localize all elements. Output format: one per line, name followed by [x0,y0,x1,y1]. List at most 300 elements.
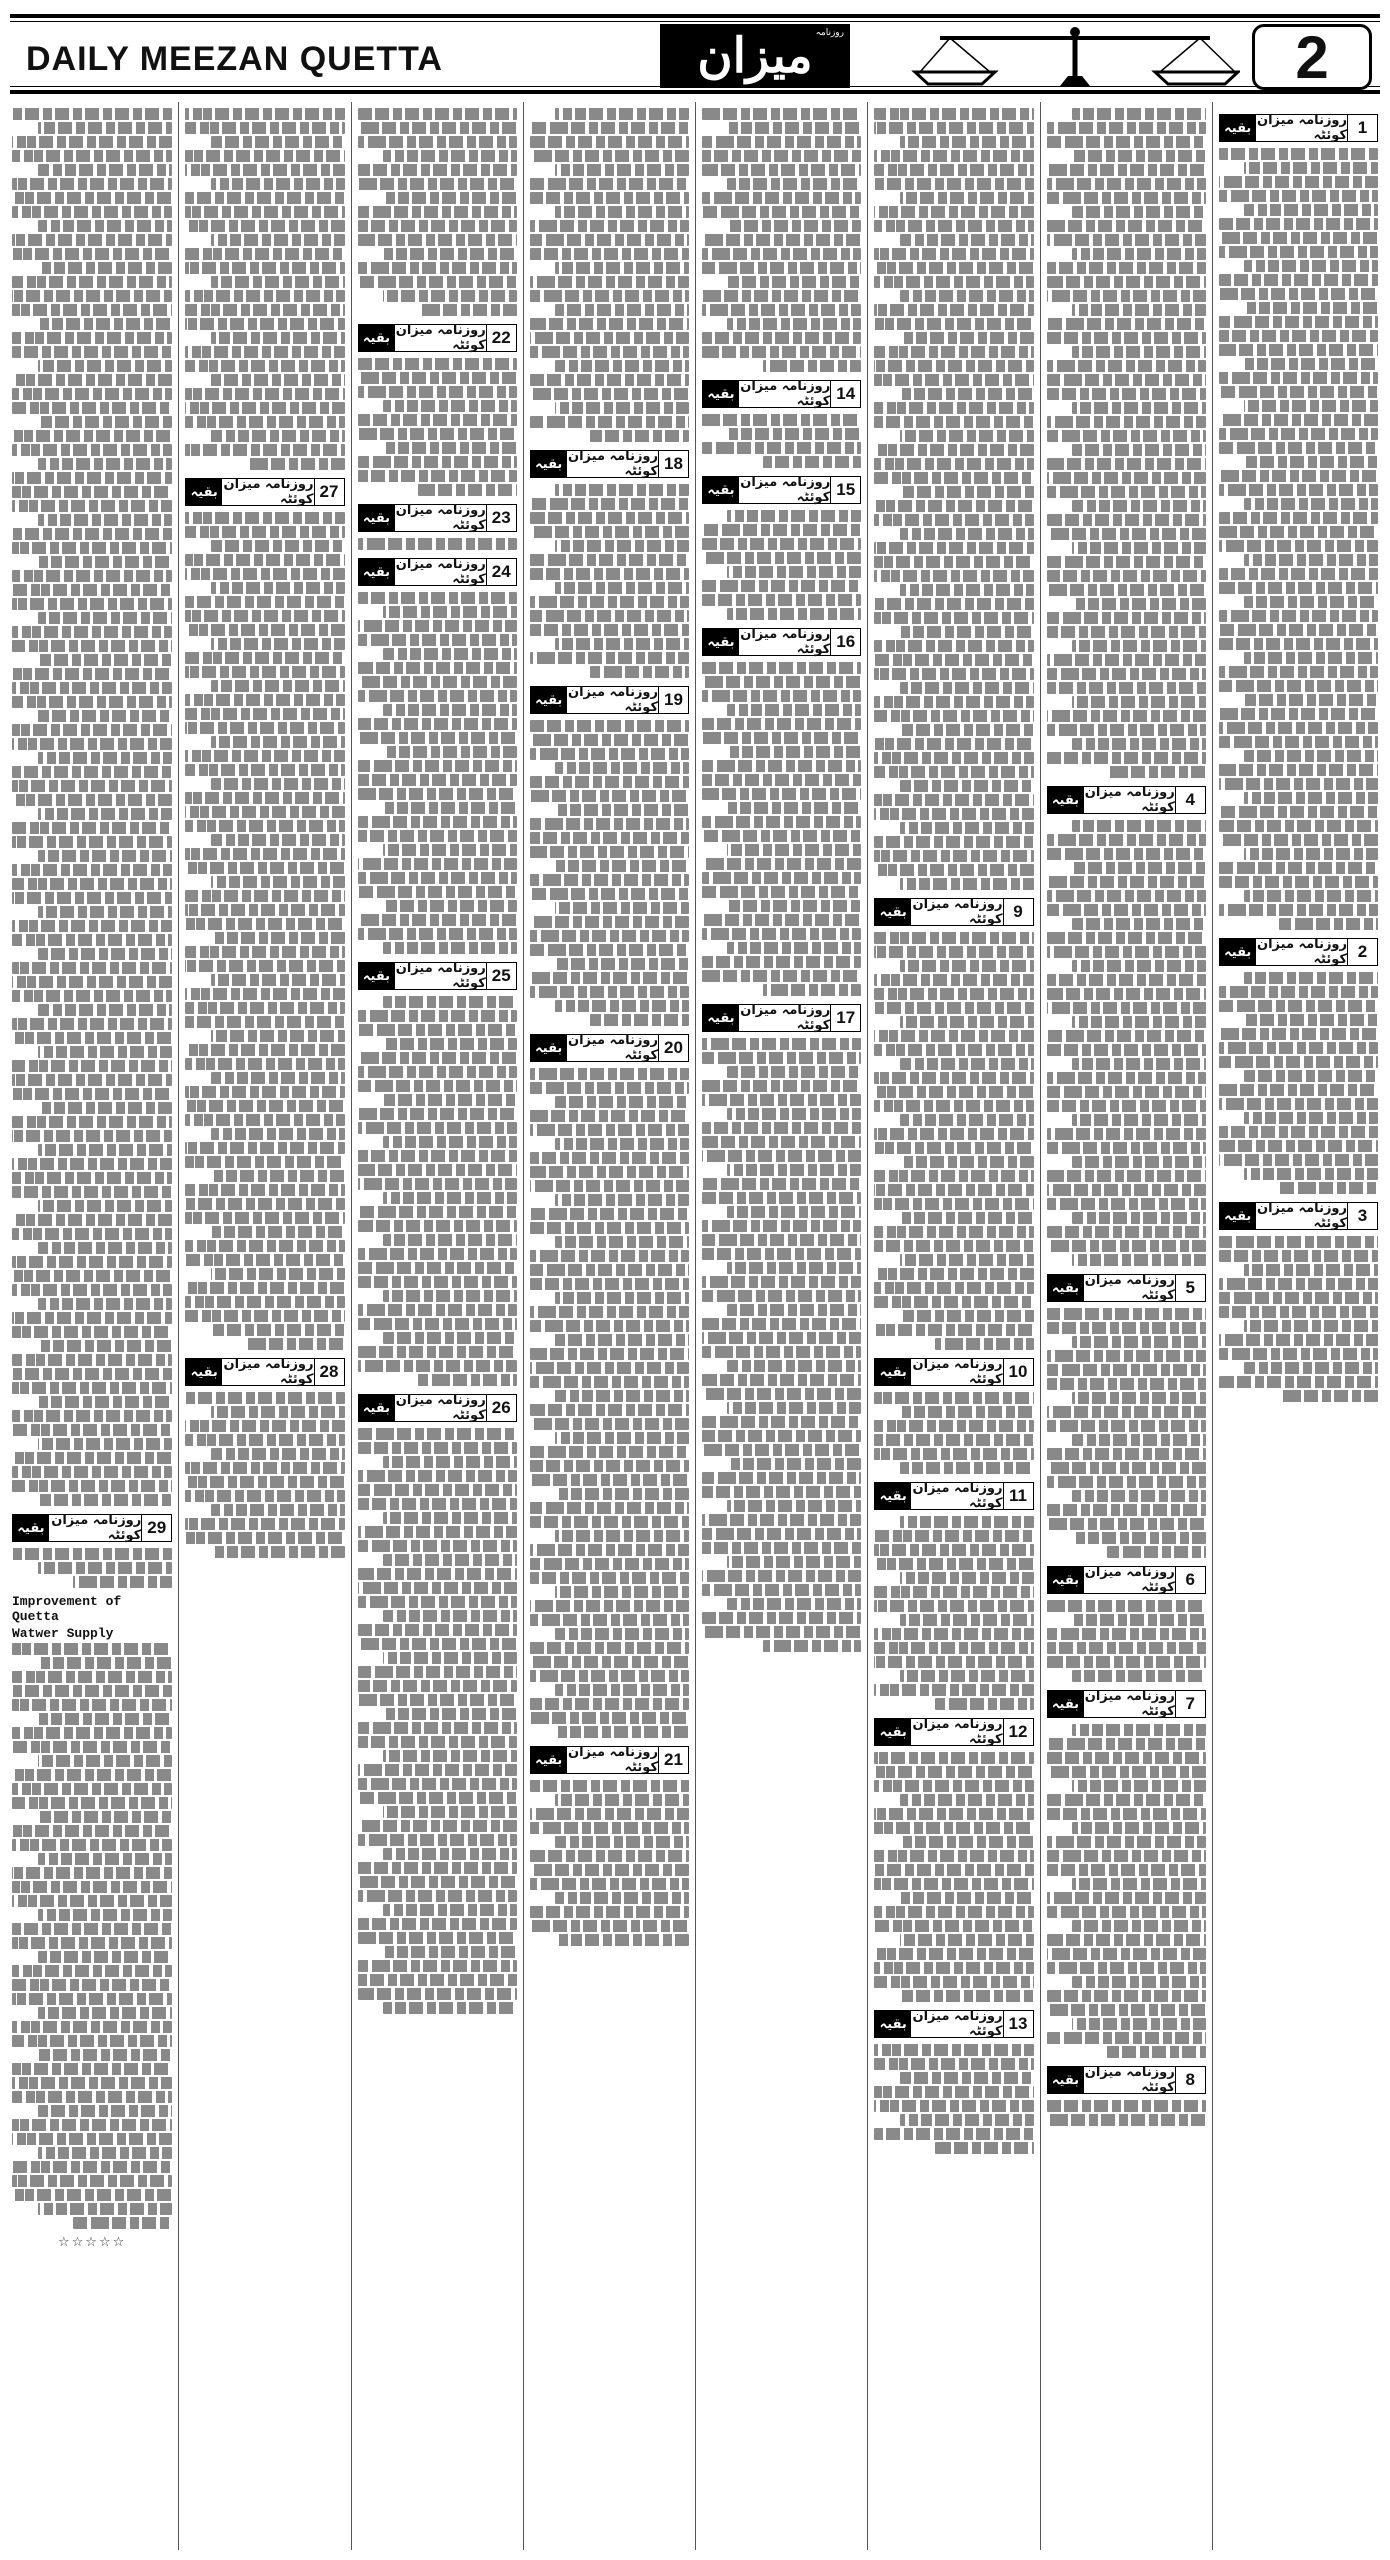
text-line [874,1600,1033,1612]
text-line [1244,694,1378,706]
text-line [874,1920,1033,1932]
text-line [1072,1878,1206,1890]
text-line [874,1184,1033,1196]
continuation-number: 11 [1003,1483,1033,1509]
text-line [1047,416,1206,428]
continuation-number: 19 [658,687,688,713]
text-line [12,1214,172,1226]
text-line [530,1376,689,1388]
text-line [727,942,861,954]
text-line [530,1906,689,1918]
continuation-tag: بقیہ [186,1359,222,1385]
text-line [12,724,172,736]
continuation-label: روزنامہ میزان کوئٹہ [395,961,486,991]
text-line [555,1432,689,1444]
text-line [702,234,861,246]
text-line [73,1576,172,1588]
text-line [874,1656,1033,1668]
text-line [1219,148,1378,160]
text-line [763,984,862,996]
text-line [185,568,344,580]
text-line [1244,1070,1378,1082]
text-line [530,748,689,760]
text-line [702,552,861,564]
continuation-number: 26 [486,1395,516,1421]
masthead [10,14,1380,94]
text-line [1047,430,1206,442]
text-line [1072,1822,1206,1834]
text-line [12,430,172,442]
article-text [702,662,861,996]
article-text [874,108,1033,890]
text-line [211,374,345,386]
text-line [38,1713,173,1725]
text-line [874,612,1033,624]
continuation-number: 8 [1175,2067,1205,2093]
article-text [358,1428,517,2014]
text-line [383,1290,517,1302]
text-line [185,262,344,274]
text-line [358,1568,517,1580]
text-line [1047,848,1206,860]
text-line [1047,1864,1206,1876]
text-line [1047,570,1206,582]
text-line [185,848,344,860]
text-line [1072,1212,1206,1224]
text-line [383,150,517,162]
text-line [12,1466,172,1478]
text-line [12,1410,172,1422]
text-line [1219,414,1378,426]
text-line [727,844,861,856]
text-line [12,1685,172,1697]
text-line [874,1448,1033,1460]
text-line [1047,1128,1206,1140]
text-line [1219,778,1378,790]
text-line [358,620,517,632]
text-line [530,554,689,566]
text-line [185,1476,344,1488]
continuation-number: 9 [1003,899,1033,925]
text-line [12,1839,172,1851]
text-line [530,150,689,162]
text-line [1219,876,1378,888]
article-text [530,720,689,1026]
news-column [695,102,867,2550]
continuation-label: روزنامہ میزان کوئٹہ [1084,1689,1175,1719]
text-line [1047,1794,1206,1806]
continuation-tag: بقیہ [875,899,911,925]
text-line [702,1276,861,1288]
text-line [358,1596,517,1608]
text-line [555,304,689,316]
text-line [12,374,172,386]
text-line [900,682,1034,694]
text-line [12,1424,172,1436]
text-line [358,1360,517,1372]
text-line [358,206,517,218]
text-line [383,192,517,204]
text-line [185,444,344,456]
continuation-tag: بقیہ [13,1515,49,1541]
text-line [383,2002,517,2014]
article-text [874,2044,1033,2154]
text-line [727,1500,861,1512]
text-line [1047,1002,1206,1014]
article-text [185,108,344,470]
text-line [702,414,861,426]
text-line [702,1038,861,1050]
text-line [185,1434,344,1446]
text-line [874,1808,1033,1820]
text-line [874,974,1033,986]
text-line [702,524,861,536]
text-line [874,1586,1033,1598]
text-line [702,760,861,772]
text-line [1279,1182,1378,1194]
text-line [1047,1600,1206,1612]
text-line [530,652,689,664]
text-line [12,1741,172,1753]
text-line [12,1699,172,1711]
text-line [211,1406,345,1418]
text-line [900,2072,1034,2084]
text-line [900,724,1034,736]
text-line [530,498,689,510]
text-line [1047,752,1206,764]
text-line [246,458,345,470]
text-line [900,528,1034,540]
text-line [900,960,1034,972]
text-line [874,598,1033,610]
text-line [1047,1044,1206,1056]
text-line [1072,1156,1206,1168]
article-text [702,414,861,468]
text-line [1072,1254,1206,1266]
text-line [358,1582,517,1594]
text-line [358,372,517,384]
text-line [1219,666,1378,678]
text-line [874,346,1033,358]
text-line [1072,862,1206,874]
scales-of-justice-icon [910,24,1240,90]
text-line [874,696,1033,708]
text-line [358,538,517,550]
news-column [1040,102,1212,2550]
text-line [358,428,517,440]
text-line [900,1794,1034,1806]
text-line [702,1388,861,1400]
text-line [874,570,1033,582]
continuation-tag: بقیہ [875,1483,911,1509]
text-line [12,570,172,582]
text-line [1047,122,1206,134]
text-line [530,1878,689,1890]
text-line [530,874,689,886]
continuation-tag: بقیہ [703,629,739,655]
text-line [935,1338,1034,1350]
text-line [874,808,1033,820]
text-line [12,2077,172,2089]
text-line [530,986,689,998]
continuation-header [874,898,1033,926]
text-line [530,596,689,608]
text-line [702,150,861,162]
continuation-label: روزنامہ میزان کوئٹہ [1257,1201,1347,1231]
text-line [211,680,345,692]
text-line [38,2049,173,2061]
text-line [874,500,1033,512]
text-line [1219,470,1378,482]
text-line [1219,1236,1378,1248]
text-line [12,290,172,302]
continuation-tag: بقیہ [359,963,395,989]
text-line [383,1512,517,1524]
text-line [383,1848,517,1860]
text-line [530,1180,689,1192]
text-line [1219,722,1378,734]
text-line [702,304,861,316]
text-line [358,456,517,468]
text-line [358,634,517,646]
text-line [727,608,861,620]
text-line [702,538,861,550]
text-line [555,1292,689,1304]
text-line [900,878,1034,890]
text-line [12,2021,172,2033]
text-line [12,304,172,316]
text-line [900,1572,1034,1584]
continuation-tag: بقیہ [531,1035,567,1061]
text-line [38,612,173,624]
text-line [1047,1030,1206,1042]
continuation-label: روزنامہ میزان کوئٹہ [912,897,1003,927]
text-line [727,1206,861,1218]
continuation-number: 27 [314,479,344,505]
text-line [874,1296,1033,1308]
text-line [383,248,517,260]
text-line [12,2175,172,2187]
text-line [900,1892,1034,1904]
continuation-number: 23 [486,505,516,531]
text-line [727,178,861,190]
text-line [383,1708,517,1720]
text-line [530,1572,689,1584]
text-line [874,836,1033,848]
text-line [1219,1028,1378,1040]
text-line [38,1396,173,1408]
text-line [12,1548,172,1560]
text-line [185,918,344,930]
text-line [874,108,1033,120]
article-text [1219,1236,1378,1402]
continuation-tag: بقیہ [359,325,395,351]
text-line [1244,890,1378,902]
text-line [1072,1114,1206,1126]
text-line [1047,1990,1206,2002]
text-line [1219,986,1378,998]
text-line [1219,1334,1378,1346]
continuation-header [1047,1566,1206,1594]
text-line [874,360,1033,372]
text-line [590,430,689,442]
text-line [900,1990,1034,2002]
continuation-header [12,1514,172,1542]
text-line [702,1094,861,1106]
text-line [358,276,517,288]
text-line [900,1254,1034,1266]
text-line [530,1250,689,1262]
text-line [874,1628,1033,1640]
continuation-header [358,324,517,352]
continuation-tag: بقیہ [1220,1203,1256,1229]
text-line [185,248,344,260]
text-line [702,1542,861,1554]
text-line [702,1612,861,1624]
text-line [383,844,517,856]
text-line [702,1192,861,1204]
text-line [1047,1948,1206,1960]
text-line [1047,514,1206,526]
article-text [530,484,689,678]
continuation-tag: بقیہ [703,381,739,407]
text-line [12,640,172,652]
text-line [1244,400,1378,412]
text-line [358,676,517,688]
text-line [12,2189,172,2201]
text-line [358,914,517,926]
text-line [874,1962,1033,1974]
text-line [12,962,172,974]
continuation-label: روزنامہ میزان کوئٹہ [1257,937,1347,967]
text-line [900,136,1034,148]
text-line [1047,1766,1206,1778]
text-line [1219,1154,1378,1166]
text-line [358,470,517,482]
text-line [211,1128,345,1140]
text-line [530,1264,689,1276]
continuation-header [702,380,861,408]
text-line [12,626,172,638]
text-line [383,996,517,1008]
text-line [530,1124,689,1136]
text-line [1219,582,1378,594]
text-line [1072,918,1206,930]
text-line [935,2142,1034,2154]
text-line [1072,108,1206,120]
text-line [874,402,1033,414]
text-line [702,206,861,218]
text-line [1047,1850,1206,1862]
continuation-label: روزنامہ میزان کوئٹہ [568,685,658,715]
text-line [358,858,517,870]
text-line [358,1988,517,2000]
text-line [358,774,517,786]
text-line [383,1806,517,1818]
text-line [1244,1264,1378,1276]
text-line [12,836,172,848]
continuation-tag: بقیہ [359,559,395,585]
text-line [1047,668,1206,680]
article-text [1047,820,1206,1266]
text-line [358,108,517,120]
text-line [900,1058,1034,1070]
article-text [530,108,689,442]
text-line [383,1610,517,1622]
text-line [1072,304,1206,316]
text-line [702,1584,861,1596]
text-line [530,610,689,622]
text-line [874,654,1033,666]
text-line [1047,682,1206,694]
text-line [702,1150,861,1162]
continuation-number: 7 [1175,1691,1205,1717]
text-line [38,1494,173,1506]
text-line [727,1458,861,1470]
text-line [874,1324,1033,1336]
text-line [530,930,689,942]
continuation-number: 16 [830,629,860,655]
text-line [1244,204,1378,216]
text-line [1244,792,1378,804]
text-line [555,1334,689,1346]
text-line [38,906,173,918]
text-line [530,1446,689,1458]
text-line [12,1993,172,2005]
text-line [874,710,1033,722]
text-line [1047,1100,1206,1112]
text-line [211,1170,345,1182]
text-line [1219,246,1378,258]
article-text [12,1548,172,1588]
text-line [555,638,689,650]
continuation-tag: بقیہ [875,1719,911,1745]
text-line [530,1822,689,1834]
text-line [12,682,172,694]
text-line [530,374,689,386]
text-line [874,1030,1033,1042]
article-text [185,1392,344,1558]
continuation-tag: بقیہ [703,1005,739,1031]
text-line [1047,2004,1206,2016]
text-line [211,1072,345,1084]
text-line [702,1052,861,1064]
text-line [12,1480,172,1492]
continuation-header [358,504,517,532]
text-line [38,710,173,722]
text-line [1244,1362,1378,1374]
text-line [1219,764,1378,776]
continuation-number: 24 [486,559,516,585]
continuation-tag: بقیہ [1220,939,1256,965]
text-line [530,290,689,302]
text-line [727,122,861,134]
text-line [555,540,689,552]
text-line [12,598,172,610]
text-line [1047,1752,1206,1764]
text-line [185,862,344,874]
text-line [1244,1112,1378,1124]
continuation-label: روزنامہ میزان کوئٹہ [395,557,486,587]
news-column [867,102,1039,2550]
text-line [555,1628,689,1640]
text-line [530,388,689,400]
text-line [874,248,1033,260]
text-line [727,900,861,912]
text-line [1219,218,1378,230]
text-line [358,234,517,246]
text-line [727,1360,861,1372]
